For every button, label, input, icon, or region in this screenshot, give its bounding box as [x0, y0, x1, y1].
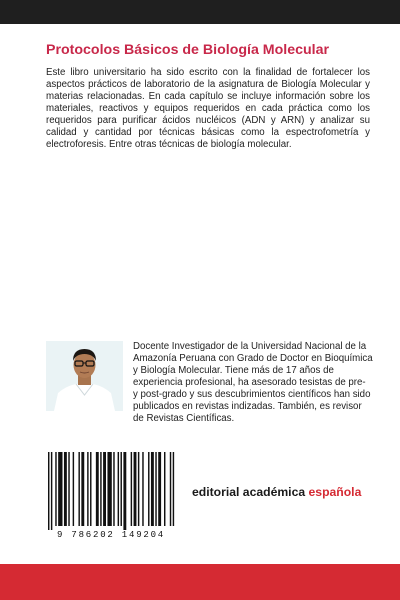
- barcode-bar: [155, 452, 156, 526]
- book-blurb: Este libro universitario ha sido escrito con la finalidad de fortalecer los aspectos prácticos de laboratorio de la asignatura de Biología Molecular y materias relacionadas. En cada capítulo se incluye información sobre los materiales, reactivos y equipos requeridos en cada práctica como los requeridos para purificar ácidos nucléicos (ADN y ARN) y analizar su calidad y cantidad por técnicas básicas como la espectrofometría y electroforesis. Entre otras técnicas de biología molecular.: [46, 67, 370, 150]
- barcode-bar: [151, 452, 154, 526]
- barcode-bar: [87, 452, 88, 526]
- barcode-bar: [142, 452, 143, 526]
- barcode-bar: [164, 452, 165, 526]
- barcode-bar: [96, 452, 99, 526]
- publisher-name: editorial académica: [192, 485, 309, 499]
- author-bio: Docente Investigador de la Universidad Nacional de la Amazonía Peruana con Grado de Doctor en Bioquímica y Biología Molecular. Tiene más de 17 años de experiencia profesional, ha asesorado tesistas de pre- y post-grado y sus descubrimientos científicos han sido publicados en revistas indizadas. También, es revisor de Revistas Científicas.: [133, 341, 373, 424]
- author-photo: [46, 341, 123, 411]
- barcode-bar: [51, 452, 52, 530]
- barcode-bar: [113, 452, 114, 526]
- barcode-bar: [90, 452, 91, 526]
- barcode-bar: [173, 452, 174, 526]
- barcode-bar: [73, 452, 74, 526]
- barcode-bar: [131, 452, 132, 526]
- barcode-bar: [78, 452, 79, 526]
- barcode-bar: [158, 452, 161, 526]
- barcode-bar: [121, 452, 122, 526]
- barcode-bar: [103, 452, 106, 526]
- barcode-bar: [64, 452, 67, 526]
- publisher-logo: [192, 485, 361, 499]
- barcode-bar: [100, 452, 101, 526]
- barcode-bar: [138, 452, 139, 526]
- barcode-bar: [134, 452, 137, 526]
- book-title: Protocolos Básicos de Biología Molecular: [46, 42, 330, 58]
- barcode-bar: [170, 452, 171, 526]
- barcode-bar: [148, 452, 149, 526]
- barcode-bar: [107, 452, 111, 526]
- bottom-band: [0, 564, 400, 600]
- barcode-bar: [68, 452, 69, 526]
- barcode-bar: [118, 452, 119, 526]
- barcode-bar: [58, 452, 62, 526]
- isbn-number: 9 786202 149204: [56, 530, 165, 540]
- barcode-bar: [48, 452, 49, 530]
- barcode-bar: [55, 452, 56, 526]
- publisher-name-accent: española: [308, 485, 362, 499]
- top-band: [0, 0, 400, 24]
- barcode-bar: [81, 452, 84, 526]
- barcode-bar: [123, 452, 126, 530]
